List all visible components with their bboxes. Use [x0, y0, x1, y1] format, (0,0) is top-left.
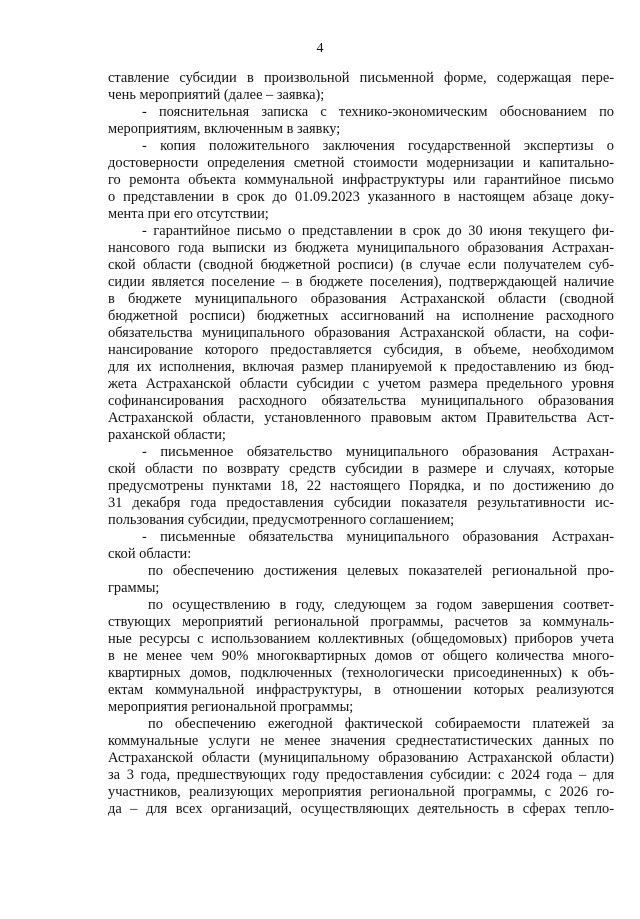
text-line: коммунальные услуги не менее значения среднестатистических данных по — [108, 733, 614, 749]
text-line: по обеспечению ежегодной фактической собираемости платежей за — [148, 716, 614, 732]
text-line: обязательства муниципального образования Астраханской области, на софи- — [108, 325, 614, 341]
text-line: софинансирования расходного обязательства муниципального образования — [108, 393, 614, 409]
text-line: за 3 года, предшествующих году предоставления субсидии: с 2024 года – для — [108, 767, 614, 783]
text-line: мента при его отсутствии; — [108, 206, 269, 222]
text-line: - копия положительного заключения государственной экспертизы о — [142, 138, 614, 154]
text-line: ставление субсидии в произвольной письменной форме, содержащая пере- — [108, 70, 614, 86]
text-line: Астраханской области (муниципальному образованию Астраханской области) — [108, 750, 614, 766]
text-line: пользования субсидии, предусмотренного соглашением; — [108, 512, 455, 528]
text-line: нансирование которого предоставляется субсидия, в объеме, необходимом — [108, 342, 614, 358]
text-line: ской области по возврату средств субсидии в размере и случаях, которые — [108, 461, 614, 477]
text-line: Астраханской области, установленного правовым актом Правительства Аст- — [108, 410, 614, 426]
body-text — [108, 70, 614, 818]
text-line: в бюджете муниципального образования Астраханской области (сводной — [108, 291, 614, 307]
text-line: мероприятия региональной программы; — [108, 699, 354, 715]
text-line: да – для всех организаций, осуществляющих деятельность в сферах тепло- — [108, 801, 614, 817]
text-line: раханской области; — [108, 427, 226, 443]
text-line: ствующих мероприятий региональной программы, расчетов за коммуналь- — [108, 614, 614, 630]
text-line: ные ресурсы с использованием коллективных (общедомовых) приборов учета — [108, 631, 614, 647]
text-line: предусмотрены пунктами 18, 22 настоящего Порядка, и по достижению до — [108, 478, 614, 494]
text-line: квартирных домов, подключенных (технологически присоединенных) к объ- — [108, 665, 614, 681]
text-line: - гарантийное письмо о представлении в срок до 30 июня текущего фи- — [142, 223, 614, 239]
page-number: 4 — [316, 41, 324, 56]
text-line: граммы; — [108, 580, 160, 596]
text-line: достоверности определения сметной стоимости модернизации и капитально- — [108, 155, 614, 171]
text-line: по осуществлению в году, следующем за годом завершения соответ- — [148, 597, 614, 613]
text-line: по обеспечению достижения целевых показателей региональной про- — [148, 563, 614, 579]
text-line: сидии является поселение – в бюджете поселения), подтверждающей наличие — [108, 274, 614, 290]
text-line: - пояснительная записка с технико-экономическим обоснованием по — [142, 104, 614, 120]
text-line: жета Астраханской области субсидии с учетом размера предельного уровня — [108, 376, 614, 392]
text-line: бюджетной росписи) бюджетных ассигнований на исполнение расходного — [108, 308, 614, 324]
text-line: участников, реализующих мероприятия региональной программы, с 2026 го- — [108, 784, 614, 800]
text-line: ской области (сводной бюджетной росписи) (в случае если получателем суб- — [108, 257, 614, 273]
text-line: чень мероприятий (далее – заявка); — [108, 87, 325, 103]
text-line: мероприятиям, включенным в заявку; — [108, 121, 341, 137]
text-line: ектам коммунальной инфраструктуры, в отношении которых реализуются — [108, 682, 614, 698]
text-line: нансового года выписки из бюджета муниципального образования Астрахан- — [108, 240, 614, 256]
text-line: го ремонта объекта коммунальной инфраструктуры или гарантийное письмо — [108, 172, 614, 188]
text-line: - письменные обязательства муниципального образования Астрахан- — [142, 529, 614, 545]
text-line: ской области: — [108, 546, 192, 562]
text-line: о представлении в срок до 01.09.2023 указанного в настоящем абзаце доку- — [108, 189, 614, 205]
text-line: в не менее чем 90% многоквартирных домов от общего количества много- — [108, 648, 614, 664]
text-line: 31 декабря года предоставления субсидии показателя результативности ис- — [108, 495, 614, 511]
text-line: для их исполнения, включая размер планируемой к предоставлению из бюд- — [108, 359, 614, 375]
text-line: - письменное обязательство муниципального образования Астрахан- — [142, 444, 614, 460]
